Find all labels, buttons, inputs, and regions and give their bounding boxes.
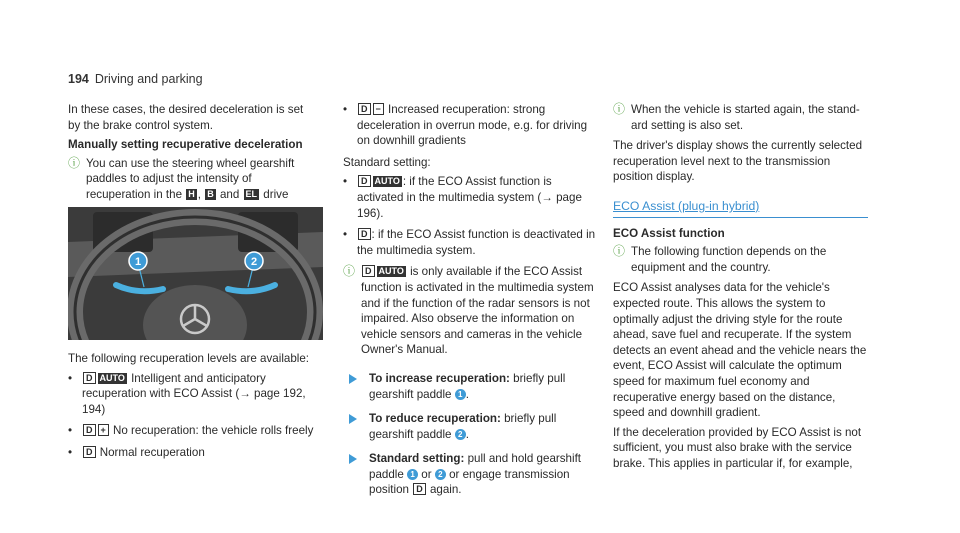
action-text: or engage transmission position [369,467,570,497]
action-step [343,451,598,498]
level-text: : if the ECO Assist function is deactivated in the multimedia system. [357,228,596,257]
column-middle [343,102,598,507]
callout-2: 2 [435,469,446,480]
callout-1: 1 [134,256,142,268]
key-auto: AUTO [378,266,404,277]
list-item [343,102,598,149]
list-item [68,371,318,418]
action-text-end: again. [429,483,462,497]
key-b: B [207,188,214,199]
level-text: No recuperation: the vehicle rolls freely [113,424,314,438]
action-arrow-icon [349,374,357,384]
paragraph: If the deceleration provided by ECO Assist is not sufficient, you must also brake with the service brake. This applies in particular if, for example, [613,425,862,470]
callout-1: 1 [407,469,418,480]
key-d: D [362,265,375,277]
info-icon: ⓘ [613,102,626,116]
intro-text: In these cases, the desired deceleration is set by the brake control system. [68,103,304,132]
callout-2: 2 [455,429,466,440]
section-title [613,199,868,218]
key-d: D [83,372,96,384]
steering-wheel-image [68,207,323,340]
note [343,264,598,358]
list-item [68,423,318,439]
paragraph: The driver's display shows the currently selected recuperation level next to the transmission position display. [613,139,863,184]
action-label: To increase recuperation: [369,371,510,385]
levels-intro: The following recuperation levels are available: [68,352,310,365]
steering-wheel-illustration [68,207,323,340]
page-number: 194 [68,72,89,86]
key-d: D [413,483,426,495]
action-text: briefly pull gearshift paddle [369,412,557,441]
note-text: The following function depends on the equipment and the country. [631,245,827,274]
level-text: Normal recuperation [99,445,205,459]
column-left-lower [68,351,318,467]
note [613,244,868,275]
section-heading: Manually setting recuperative deceleration [68,138,303,152]
action-arrow-icon [349,414,357,424]
standard-setting-label: Standard setting: [343,155,431,169]
level-text: Increased recuperation: strong deceleration in overrun mode, e.g. for driving on downhill gradients [357,103,588,148]
page-title: Driving and parking [94,72,203,86]
action-step: To reduce recuperation: briefly pull gearshift paddle 2 . [343,411,598,442]
key-d: D [83,446,96,458]
level-text: : if the ECO Assist function is activated in the multimedia system (→ page 196). [357,175,582,220]
action-step: To increase recuperation: briefly pull gearshift paddle 1 . [343,371,598,402]
key-d: D [358,103,371,115]
note-text-end: drive [263,187,289,201]
section-title-text: ECO Assist (plug-in hybrid) [613,198,760,213]
info-icon: ⓘ [343,264,356,279]
action-text: pull and hold gearshift paddle [369,452,582,481]
note-text-and: and [219,187,240,201]
info-icon: ⓘ [613,244,626,259]
key-auto: AUTO [99,372,125,383]
key-minus: − [373,103,384,115]
note [613,102,868,133]
key-d: D [358,175,371,187]
note-text: When the vehicle is started again, the stand-ard setting is also set. [631,103,860,132]
note: ⓘ You can use the steering wheel gearshift paddles to adjust the intensity of recuperation in the H , B and EL drive [68,156,318,218]
callout-2: 2 [250,256,258,268]
note-text: is only available if the ECO Assist function is activated in the multimedia system and if the function of the radar sensors is not impaired. Also observe the information on vehicle sensors and cameras in the vehicle Owner's Manual. [361,265,594,357]
key-d: D [83,424,96,436]
note-text: You can use the steering wheel gearshift paddles to adjust the intensity of recuperation in the [86,156,295,201]
key-el: EL [245,188,258,199]
action-text-or: or [421,467,432,481]
callout-1: 1 [455,389,466,400]
key-plus: + [98,424,109,436]
column-left [68,102,318,223]
info-icon: ⓘ [68,155,81,170]
key-h: H [188,188,195,199]
list-item [343,227,598,258]
paragraph: ECO Assist analyses data for the vehicle's expected route. This allows the system to optimally adjust the driving style for the route ahead, save fuel and recuperate. If the system detects an event ahead and the vehicle nears the event, ECO Assist will calculate the optimum speed for maximum fuel economy and recuperative energy based on the distance, speed and downhill gradient. [613,281,867,420]
subsection-heading: ECO Assist function [613,226,725,240]
action-arrow-icon [349,454,357,464]
list-item [343,174,598,221]
key-d: D [358,228,371,240]
column-right [613,102,868,475]
action-label: Standard setting: [369,452,465,466]
page-header [68,72,203,86]
key-auto: AUTO [374,176,400,187]
level-text: Intelligent and anticipatory recuperation with ECO Assist (→ page 192, 194) [82,371,306,416]
action-text: briefly pull gearshift paddle [369,371,566,401]
action-label: To reduce recuperation: [369,412,501,426]
list-item [68,445,318,461]
